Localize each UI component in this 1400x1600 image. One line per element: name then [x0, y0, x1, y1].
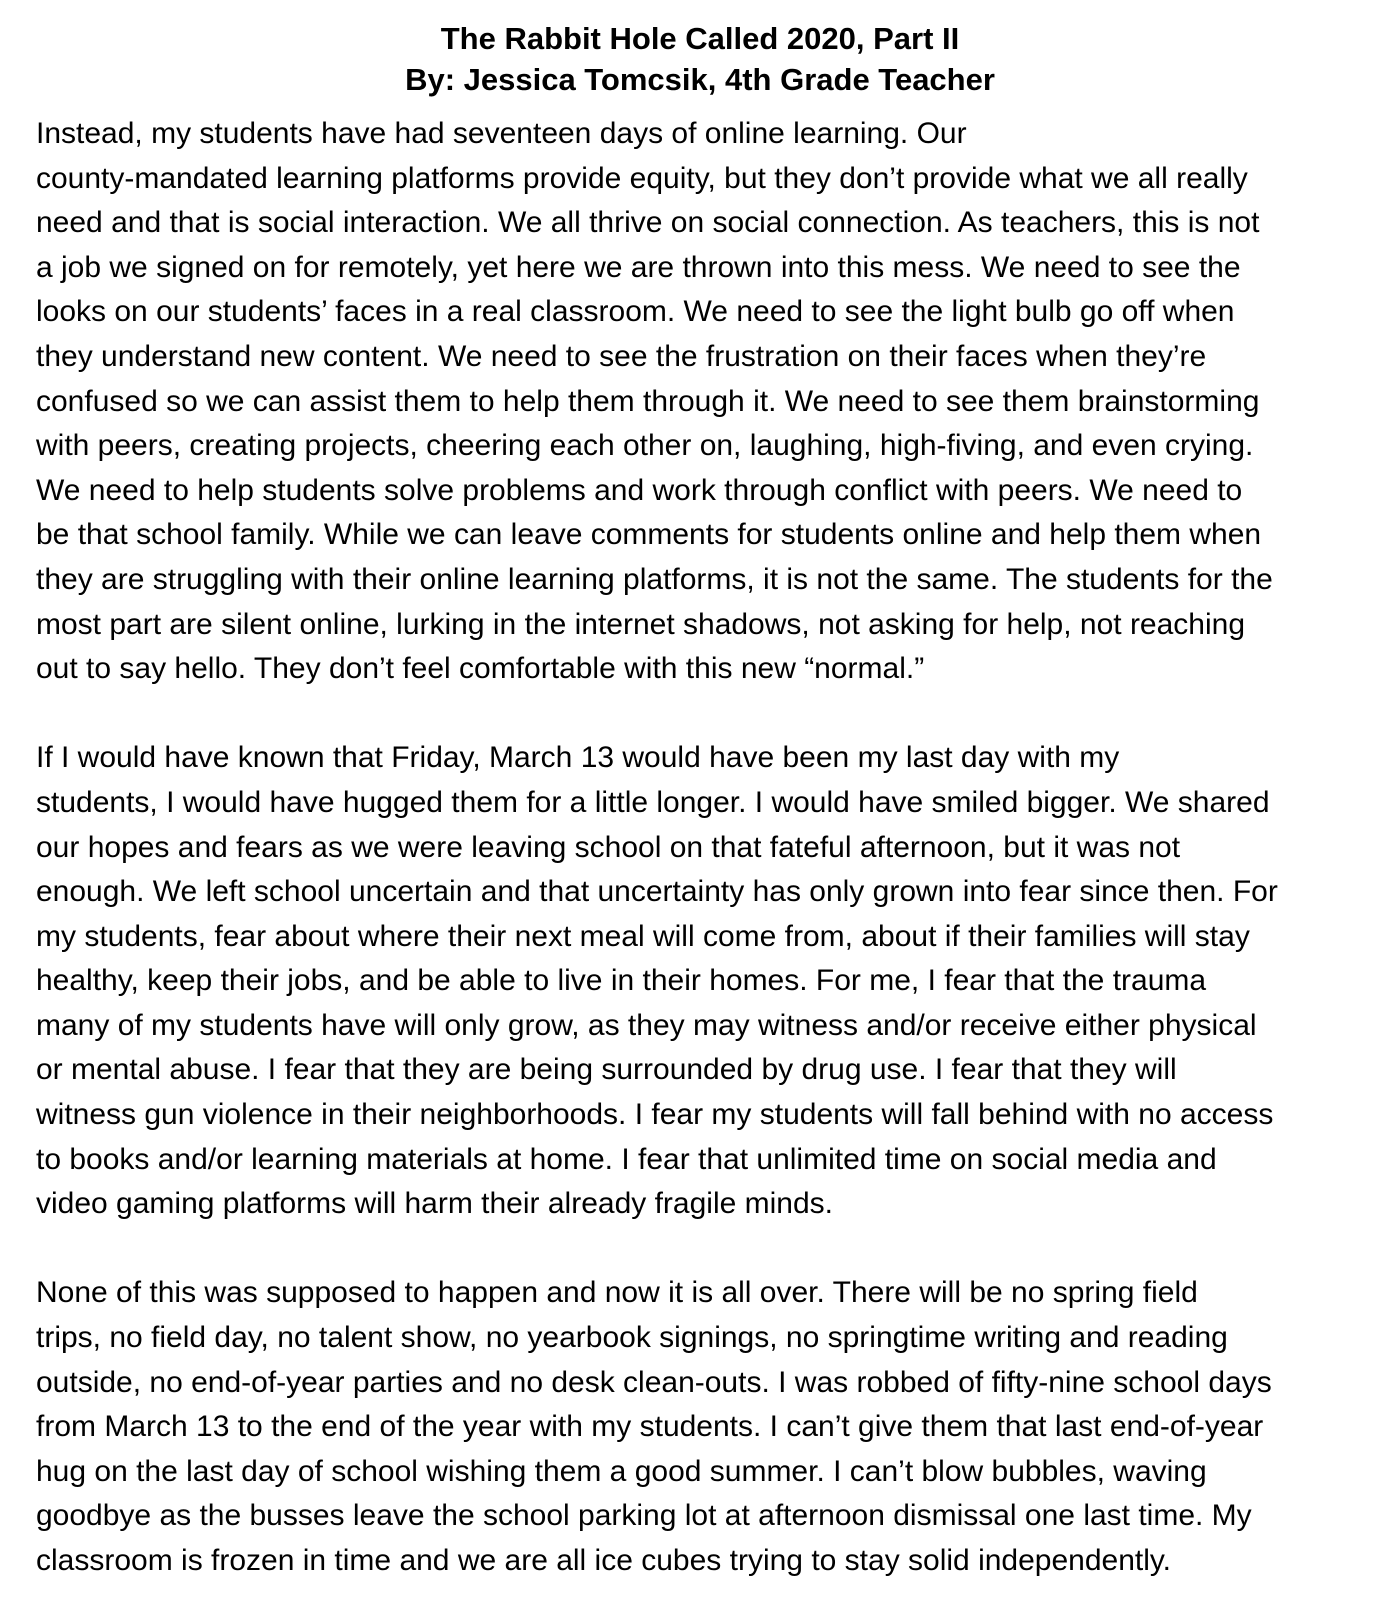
document-body — [36, 112, 1364, 1584]
text-line: out to say hello. They don’t feel comfortable with this new “normal.” — [36, 652, 925, 686]
document-byline: By: Jessica Tomcsik, 4th Grade Teacher — [405, 62, 995, 97]
text-line: need and that is social interaction. We all thrive on social connection. As teachers, this is not — [36, 206, 1260, 240]
text-line: be that school family. While we can leave comments for students online and help them when — [36, 518, 1262, 552]
document-title: The Rabbit Hole Called 2020, Part II — [440, 21, 960, 56]
text-line: most part are silent online, lurking in the internet shadows, not asking for help, not reaching — [36, 607, 1246, 641]
text-line: with peers, creating projects, cheering each other on, laughing, high-fiving, and even crying. — [36, 429, 1254, 463]
paragraph-3 — [36, 1271, 1364, 1583]
text-line: to books and/or learning materials at home. I fear that unlimited time on social media and — [36, 1142, 1217, 1176]
text-line: witness gun violence in their neighborhoods. I fear my students will fall behind with no access — [36, 1098, 1274, 1132]
text-line: from March 13 to the end of the year with my students. I can’t give them that last end-of-year — [36, 1410, 1264, 1444]
text-line: We need to help students solve problems and work through conflict with peers. We need to — [36, 473, 1243, 507]
text-line: looks on our students’ faces in a real classroom. We need to see the light bulb go off when — [36, 295, 1235, 329]
text-line: confused so we can assist them to help them through it. We need to see them brainstorming — [36, 384, 1260, 418]
text-line: If I would have known that Friday, March 13 would have been my last day with my — [36, 741, 1120, 775]
text-line: goodbye as the busses leave the school parking lot at afternoon dismissal one last time. My — [36, 1499, 1252, 1533]
text-line: video gaming platforms will harm their already fragile minds. — [36, 1187, 833, 1221]
text-line: outside, no end-of-year parties and no desk clean-outs. I was robbed of fifty-nine school days — [36, 1365, 1272, 1399]
text-line: classroom is frozen in time and we are all ice cubes trying to stay solid independently. — [36, 1544, 1172, 1577]
text-line: hug on the last day of school wishing them a good summer. I can’t blow bubbles, waving — [36, 1454, 1207, 1488]
text-line: None of this was supposed to happen and now it is all over. There will be no spring field — [36, 1276, 1198, 1310]
paragraph-2 — [36, 736, 1364, 1227]
text-line: county-mandated learning platforms provide equity, but they don’t provide what we all really — [36, 161, 1248, 195]
text-line: trips, no field day, no talent show, no yearbook signings, no springtime writing and reading — [36, 1321, 1228, 1355]
text-line: or mental abuse. I fear that they are being surrounded by drug use. I fear that they will — [36, 1053, 1177, 1087]
text-line: Instead, my students have had seventeen days of online learning. Our — [36, 117, 967, 150]
text-line: enough. We left school uncertain and that uncertainty has only grown into fear since then. For — [36, 875, 1278, 909]
text-line: my students, fear about where their next meal will come from, about if their families will stay — [36, 919, 1250, 953]
text-line: our hopes and fears as we were leaving school on that fateful afternoon, but it was not — [36, 830, 1181, 864]
text-line: a job we signed on for remotely, yet here we are thrown into this mess. We need to see the — [36, 250, 1241, 284]
paragraph-1 — [36, 112, 1364, 692]
text-line: healthy, keep their jobs, and be able to live in their homes. For me, I fear that the trauma — [36, 964, 1207, 998]
text-line: they understand new content. We need to see the frustration on their faces when they’re — [36, 339, 1207, 373]
text-line: many of my students have will only grow, as they may witness and/or receive either physical — [36, 1008, 1257, 1042]
document-header — [36, 18, 1364, 100]
text-line: students, I would have hugged them for a little longer. I would have smiled bigger. We shared — [36, 785, 1270, 819]
text-line: they are struggling with their online learning platforms, it is not the same. The students for the — [36, 562, 1273, 596]
